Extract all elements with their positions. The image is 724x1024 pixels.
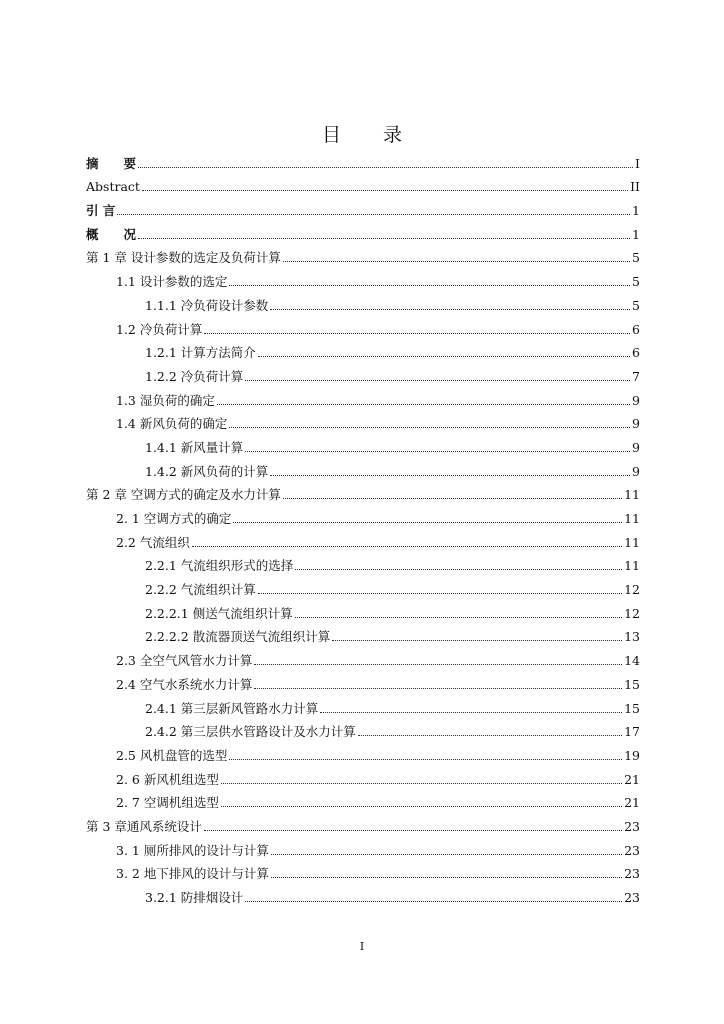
toc-entry-page: 11 <box>624 534 640 550</box>
toc-entry-label: 引 言 <box>86 203 116 219</box>
toc-entry-page: 15 <box>624 676 640 692</box>
toc-entry-label: 2.5 风机盘管的选型 <box>116 747 228 763</box>
toc-entry-page: 12 <box>624 582 640 598</box>
toc-leader-dots <box>204 332 630 334</box>
toc-entry-label: Abstract <box>86 179 140 195</box>
toc-entry[interactable] <box>86 764 640 788</box>
toc-entry-label: 2.2.1 气流组织形式的选择 <box>145 558 294 574</box>
toc-entry-label: 1.1 设计参数的选定 <box>116 274 228 290</box>
toc-entry-label: 概 况 <box>86 226 137 242</box>
toc-leader-dots <box>332 639 622 641</box>
toc-entry-label: 1.4 新风负荷的确定 <box>116 416 228 432</box>
toc-entry-page: 11 <box>624 511 640 526</box>
toc-entry[interactable] <box>86 788 640 812</box>
toc-entry[interactable] <box>86 480 640 504</box>
toc-entry[interactable] <box>86 290 640 314</box>
toc-leader-dots <box>254 687 622 689</box>
toc-leader-dots <box>229 426 630 428</box>
toc-entry-page: 15 <box>624 700 640 716</box>
toc-entry-page: 5 <box>632 297 640 313</box>
toc-leader-dots <box>295 616 622 618</box>
toc-entry[interactable] <box>86 835 640 859</box>
toc-entry-label: 1.4.2 新风负荷的计算 <box>145 463 269 479</box>
toc-entry-label: 3.2.1 防排烟设计 <box>145 890 244 905</box>
toc-entry-label: 2.2.2.1 侧送气流组织计算 <box>145 605 293 621</box>
toc-entry-page: 9 <box>632 439 640 455</box>
toc-leader-dots <box>271 876 622 878</box>
toc-entry-label: 摘 要 <box>86 155 137 171</box>
toc-entry-label: 第 2 章 空调方式的确定及水力计算 <box>86 487 281 503</box>
toc-entry-page: 5 <box>632 250 640 266</box>
toc-entry-label: 2.2 气流组织 <box>116 534 190 550</box>
toc-entry-page: 9 <box>632 416 640 432</box>
toc-title <box>0 120 724 147</box>
toc-entry-label: 2.2.2 气流组织计算 <box>145 582 256 598</box>
toc-entry-label: 1.4.1 新风量计算 <box>145 439 244 455</box>
toc-entry[interactable] <box>86 338 640 362</box>
toc-entry[interactable] <box>86 811 640 835</box>
toc-entry-label: 1.3 湿负荷的确定 <box>116 392 215 408</box>
toc-leader-dots <box>229 758 622 760</box>
toc-leader-dots <box>229 284 630 286</box>
toc-entry[interactable] <box>86 266 640 290</box>
toc-entry-label: 2.3 全空气风管水力计算 <box>116 653 253 669</box>
toc-entry[interactable] <box>86 172 640 196</box>
toc-leader-dots <box>358 734 622 736</box>
toc-entry-page: II <box>630 179 640 195</box>
toc-entry-label: 1.2.1 计算方法简介 <box>145 345 256 361</box>
toc-entry[interactable] <box>86 598 640 622</box>
toc-leader-dots <box>245 900 622 902</box>
toc-entry[interactable] <box>86 717 640 741</box>
toc-entry-page: 11 <box>624 558 640 574</box>
toc-leader-dots <box>245 450 630 452</box>
toc-entry-page: 6 <box>632 345 640 361</box>
toc-entry[interactable] <box>86 859 640 883</box>
toc-entry[interactable] <box>86 243 640 267</box>
toc-entry[interactable] <box>86 219 640 243</box>
toc-leader-dots <box>254 663 622 665</box>
toc-entry-page: 23 <box>624 818 640 834</box>
toc-leader-dots <box>221 782 622 784</box>
toc-entry-page: 6 <box>632 321 640 337</box>
toc-entry-label: 2.2.2.2 散流器顶送气流组织计算 <box>145 629 331 645</box>
toc-leader-dots <box>320 711 622 713</box>
toc-entry-label: 2. 1 空调方式的确定 <box>116 511 232 526</box>
toc-entry-label: 2.4 空气水系统水力计算 <box>116 676 253 692</box>
toc-entry[interactable] <box>86 432 640 456</box>
toc-leader-dots <box>138 166 633 168</box>
toc-leader-dots <box>204 829 622 831</box>
toc-entry[interactable] <box>86 740 640 764</box>
toc-entry-label: 3. 2 地下排风的设计与计算 <box>116 866 269 882</box>
toc-entry-page: 13 <box>624 629 640 645</box>
toc-entry[interactable] <box>86 195 640 219</box>
toc-entry[interactable] <box>86 669 640 693</box>
toc-entry[interactable] <box>86 574 640 598</box>
table-of-contents <box>86 148 640 906</box>
toc-entry-label: 2.4.2 第三层供水管路设计及水力计算 <box>145 724 356 740</box>
toc-leader-dots <box>221 805 622 807</box>
toc-entry-label: 2. 7 空调机组选型 <box>116 795 219 811</box>
toc-entry-label: 1.1.1 冷负荷设计参数 <box>145 297 269 313</box>
toc-entry-page: 7 <box>632 368 640 384</box>
toc-leader-dots <box>233 521 622 523</box>
toc-leader-dots <box>138 237 630 239</box>
toc-leader-dots <box>270 474 630 476</box>
toc-entry-page: 23 <box>624 866 640 882</box>
toc-entry-page: 19 <box>624 747 640 763</box>
toc-entry-page: 9 <box>632 392 640 408</box>
toc-entry-page: 12 <box>624 605 640 621</box>
toc-title-char-1: 目 <box>321 124 341 146</box>
toc-entry-label: 1.2.2 冷负荷计算 <box>145 368 244 384</box>
toc-entry-label: 1.2 冷负荷计算 <box>116 321 203 337</box>
toc-leader-dots <box>245 379 630 381</box>
toc-entry[interactable] <box>86 693 640 717</box>
toc-entry[interactable] <box>86 361 640 385</box>
toc-entry-label: 第 1 章 设计参数的选定及负荷计算 <box>86 250 281 266</box>
toc-entry[interactable] <box>86 409 640 433</box>
toc-leader-dots <box>271 853 622 855</box>
toc-entry[interactable] <box>86 527 640 551</box>
toc-entry[interactable] <box>86 882 640 906</box>
toc-leader-dots <box>270 308 630 310</box>
toc-leader-dots <box>258 592 622 594</box>
toc-entry[interactable] <box>86 314 640 338</box>
toc-entry-label: 第 3 章通风系统设计 <box>86 818 202 834</box>
toc-entry-page: 21 <box>624 771 640 787</box>
toc-entry-page: 5 <box>632 274 640 290</box>
toc-leader-dots <box>192 545 622 547</box>
toc-leader-dots <box>258 355 630 357</box>
toc-entry-page: 23 <box>624 890 640 905</box>
toc-entry-page: 9 <box>632 463 640 479</box>
toc-entry-page: 11 <box>624 487 640 503</box>
toc-leader-dots <box>142 189 628 191</box>
toc-entry-page: 21 <box>624 795 640 811</box>
toc-leader-dots <box>117 213 630 215</box>
toc-entry[interactable] <box>86 622 640 646</box>
toc-entry[interactable] <box>86 385 640 409</box>
toc-entry[interactable] <box>86 456 640 480</box>
toc-entry[interactable] <box>86 645 640 669</box>
toc-leader-dots <box>217 403 630 405</box>
toc-entry-page: 1 <box>632 203 640 219</box>
toc-entry-page: 23 <box>624 842 640 858</box>
toc-entry[interactable] <box>86 148 640 172</box>
toc-title-char-2: 录 <box>383 124 403 146</box>
toc-leader-dots <box>295 568 622 570</box>
toc-entry[interactable] <box>86 503 640 527</box>
toc-entry-page: 14 <box>624 653 640 669</box>
page-number-footer: I <box>359 940 365 953</box>
toc-entry-page: 1 <box>632 226 640 242</box>
toc-entry-label: 2.4.1 第三层新风管路水力计算 <box>145 700 319 716</box>
toc-entry-page: 17 <box>624 724 640 740</box>
toc-leader-dots <box>283 497 622 499</box>
toc-leader-dots <box>283 260 630 262</box>
toc-entry-label: 3. 1 厕所排风的设计与计算 <box>116 842 269 858</box>
toc-entry[interactable] <box>86 551 640 575</box>
toc-entry-label: 2. 6 新风机组选型 <box>116 771 219 787</box>
toc-entry-page: I <box>635 155 640 171</box>
